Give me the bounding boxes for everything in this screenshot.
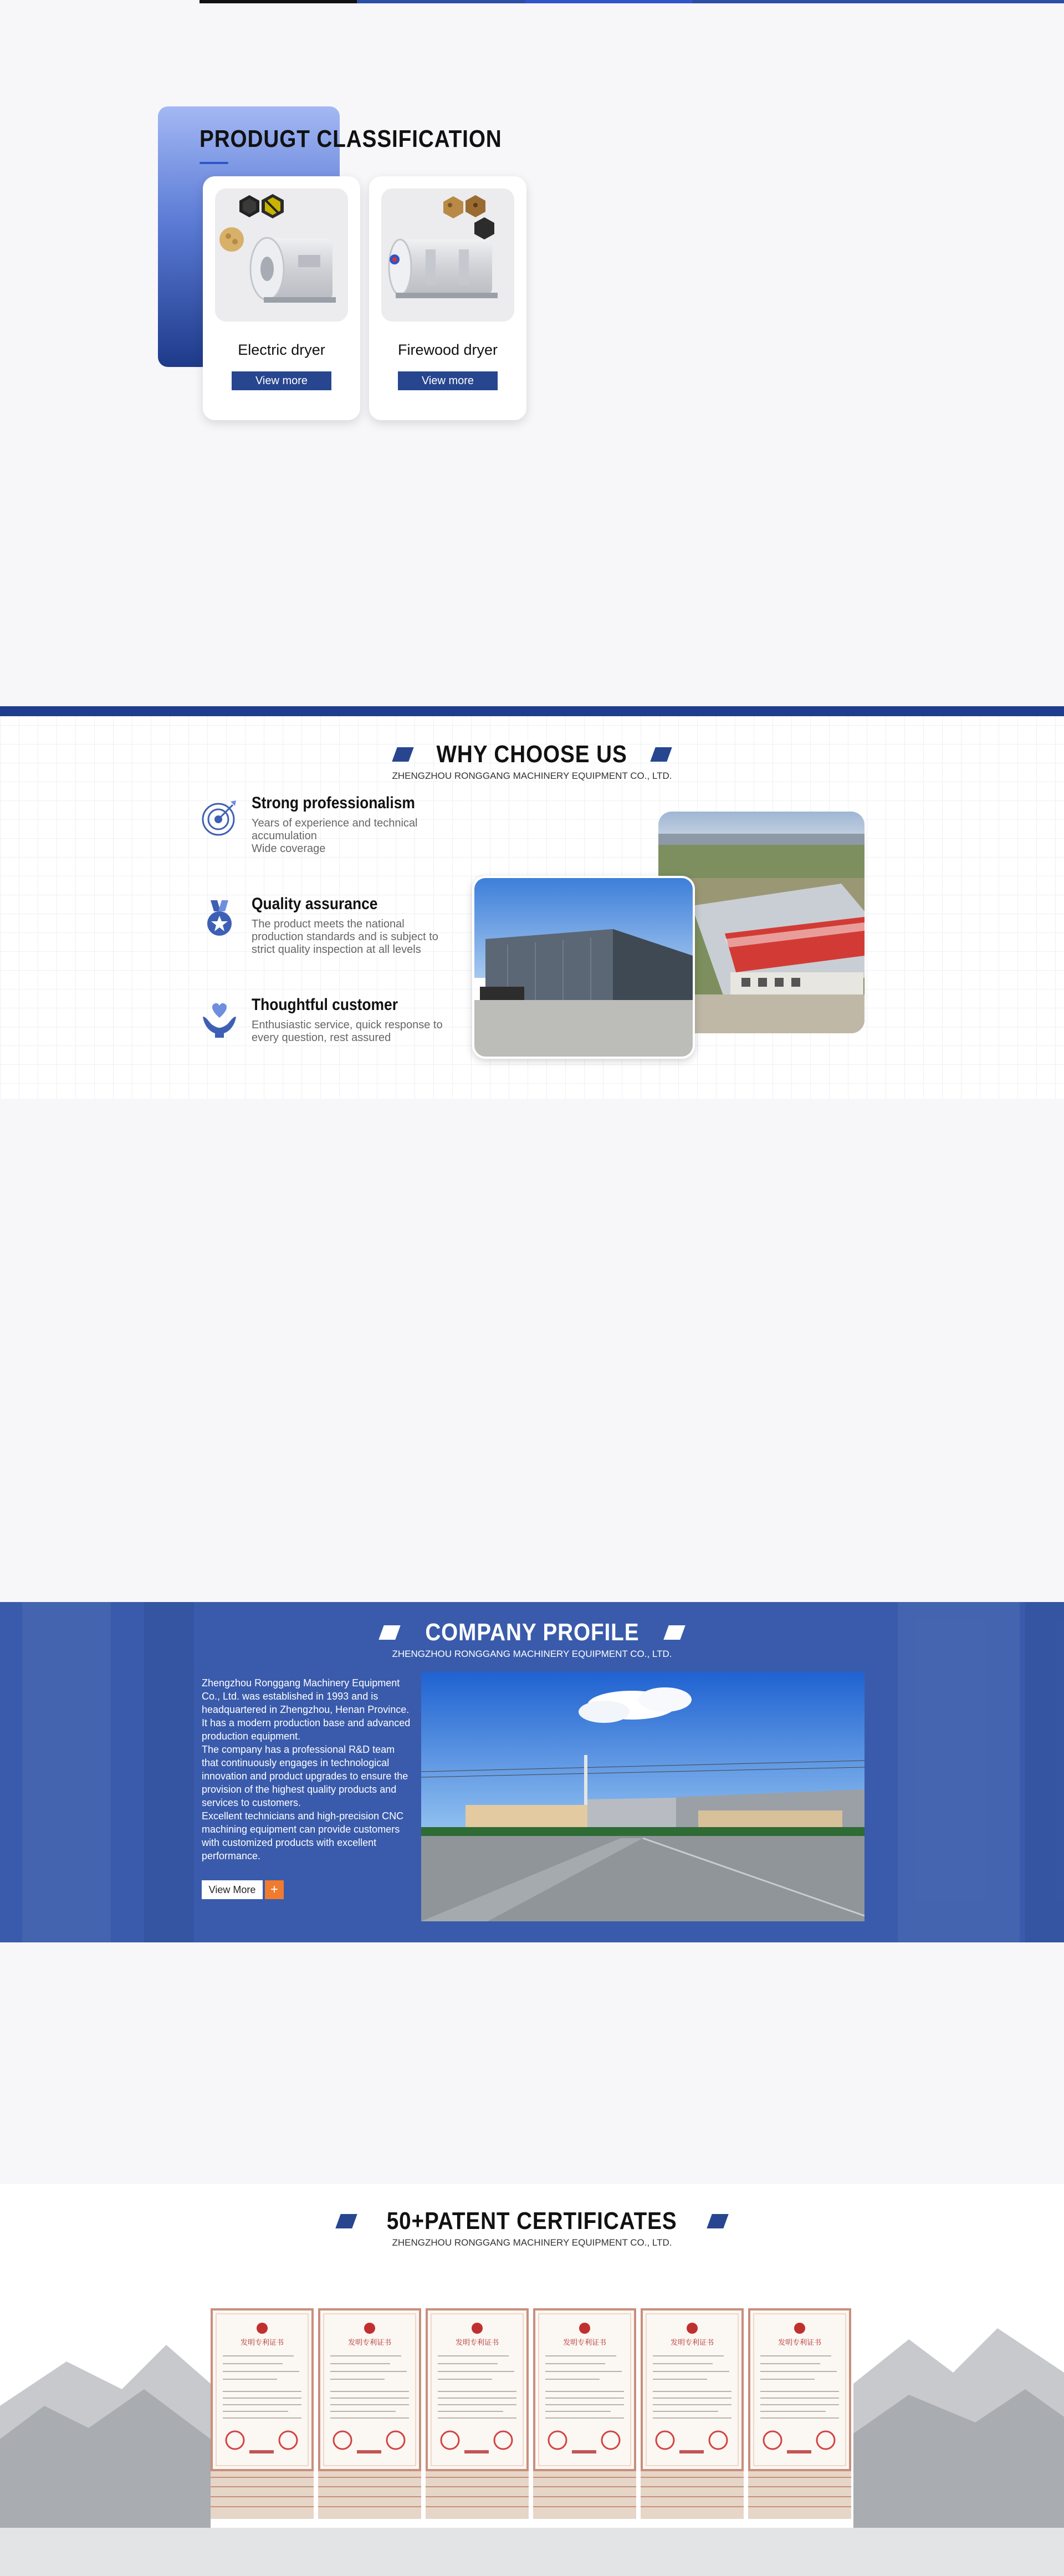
mountain-background (0, 2295, 1064, 2576)
certificate-heading: 发明专利证书 (455, 2338, 499, 2347)
section-title: PRODUGT CLASSIFICATION (200, 125, 502, 152)
patent-certificate (318, 2308, 421, 2519)
title-parallelogram-left (392, 747, 413, 762)
title-parallelogram-left (378, 1625, 400, 1640)
patent-certificates-section (0, 2184, 1064, 2576)
certificate-heading: 发明专利证书 (562, 2338, 607, 2347)
view-more-button[interactable]: View more (232, 371, 331, 390)
title-parallelogram-right (707, 2214, 728, 2228)
feature-title: Strong professionalism (252, 794, 415, 812)
view-more-button[interactable]: View more (398, 371, 498, 390)
strip-segment (200, 0, 357, 3)
product-name: Electric dryer (238, 341, 325, 358)
medal-icon (200, 898, 239, 938)
plus-button[interactable]: + (265, 1880, 284, 1899)
section-subtitle: ZHENGZHOU RONGGANG MACHINERY EQUIPMENT CO., LTD. (392, 1649, 672, 1659)
section-subtitle: ZHENGZHOU RONGGANG MACHINERY EQUIPMENT CO., LTD. (392, 771, 672, 781)
section-top-bar (0, 706, 1064, 716)
strip-segment (693, 0, 1064, 3)
strip-segment (357, 0, 525, 3)
strip-segment (525, 0, 693, 3)
certificate-heading: 发明专利证书 (347, 2338, 392, 2347)
patent-certificate (426, 2308, 529, 2519)
section-title: COMPANY PROFILE (424, 1619, 640, 1646)
title-underline (200, 162, 228, 164)
section-title: 50+PATENT CERTIFICATES (387, 2207, 677, 2235)
certificate-heading: 发明专利证书 (240, 2338, 284, 2347)
section-title-row (0, 741, 1064, 768)
product-card-electric-dryer[interactable] (203, 176, 360, 420)
patent-certificate (211, 2308, 314, 2519)
patent-certificate (641, 2308, 744, 2519)
feature-title: Thoughtful customer (252, 996, 398, 1014)
certificate-heading: 发明专利证书 (777, 2338, 822, 2347)
section-subtitle: ZHENGZHOU RONGGANG MACHINERY EQUIPMENT CO., LTD. (392, 2237, 672, 2248)
feature-desc: Enthusiastic service, quick response to every question, rest assured (252, 1019, 443, 1044)
workshop-building-photo (472, 876, 695, 1059)
title-parallelogram-left (335, 2214, 357, 2228)
rotary-drum-dryer-icon (381, 188, 514, 322)
view-more-button[interactable]: View More (202, 1880, 263, 1899)
section-title: WHY CHOOSE US (436, 741, 628, 768)
feature-title: Quality assurance (252, 895, 378, 913)
product-image (381, 188, 514, 322)
company-description: Zhengzhou Ronggang Machinery Equipment Co., Ltd. was established in 1993 and is headquartered in Zhengzhou, Henan Province. It has a modern production base and advanced production equipment. The company has a professional R&D team that continuously engages in technological innovation and product upgrades to ensure the provision of the highest quality products and services to customers. Excellent technicians and high-precision CNC machining equipment can provide customers with customized products with excellent performance. (202, 1677, 411, 1861)
certificate-heading: 发明专利证书 (670, 2338, 714, 2347)
title-parallelogram-right (650, 747, 672, 762)
top-progress-strip (200, 0, 1064, 3)
patent-certificate (533, 2308, 636, 2519)
product-image (215, 188, 348, 322)
product-card-firewood-dryer[interactable] (369, 176, 526, 420)
feature-desc: The product meets the national production standards and is subject to strict quality inspection at all levels (252, 918, 438, 956)
target-icon (200, 797, 239, 837)
product-name: Firewood dryer (397, 341, 498, 358)
rotary-drum-dryer-icon (215, 188, 348, 322)
company-profile-section (0, 1602, 1064, 1942)
company-campus-photo (421, 1672, 864, 1921)
why-choose-us-section (0, 706, 1064, 1099)
section-title-row (0, 2207, 1064, 2235)
feature-item (200, 794, 454, 871)
heart-hand-icon (200, 999, 239, 1039)
patent-certificate (748, 2308, 851, 2519)
section-title-row (0, 1619, 1064, 1646)
feature-item (200, 895, 454, 978)
title-parallelogram-right (663, 1625, 685, 1640)
feature-desc: Years of experience and technical accumulation Wide coverage (252, 817, 418, 855)
feature-item (200, 996, 454, 1062)
